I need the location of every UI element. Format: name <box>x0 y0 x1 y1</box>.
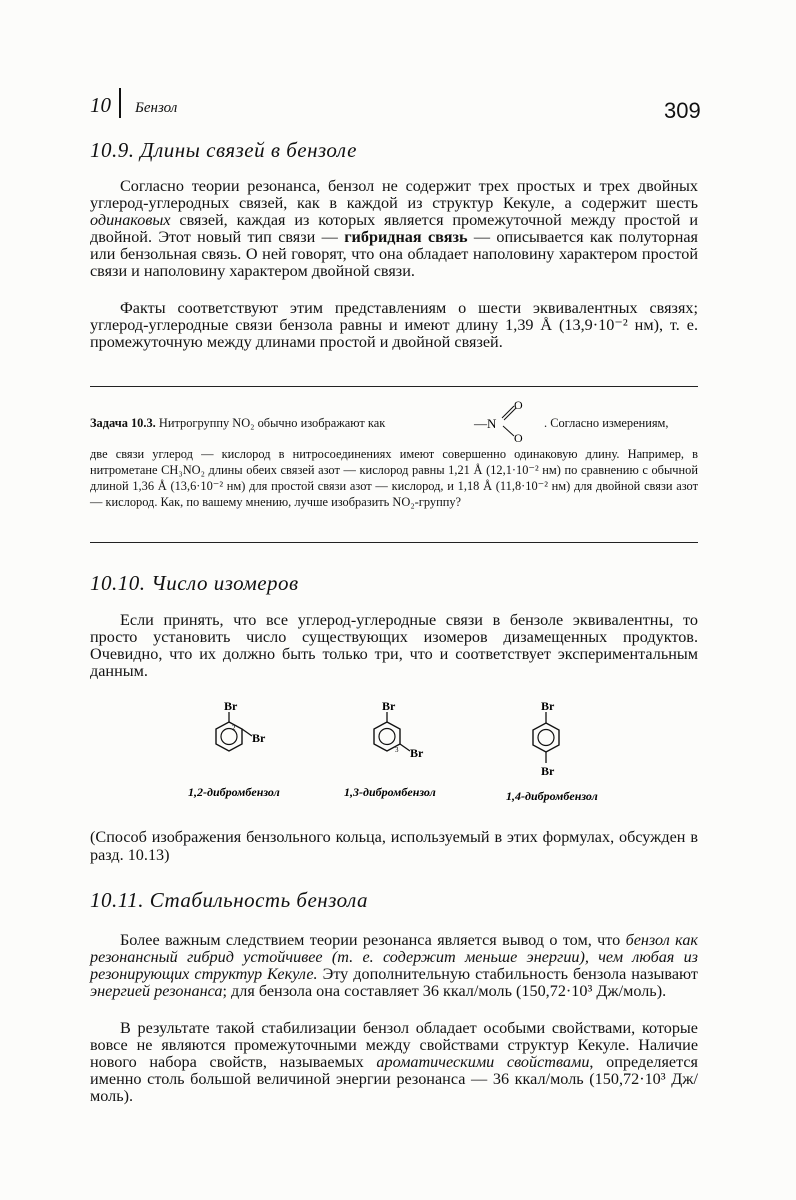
nitro-group-formula <box>472 398 532 442</box>
task-top-rule <box>90 386 698 387</box>
emphasis-text: энергией резонанса <box>90 982 223 1000</box>
paragraph-10-10-1: Если принять, что все углерод-углеродные связи в бензоле эквивалентны, то просто установить число существующих изомеров дизамещенных продуктов. Очевидно, что их должно быть только три, что и соответствует экспериментальным данным. <box>90 611 698 680</box>
page-number: 309 <box>664 98 701 123</box>
para-dibromobenzene <box>533 699 559 778</box>
br-label: Br <box>410 746 424 760</box>
paragraph-10-11-2 <box>90 1020 698 1105</box>
meta-caption: 1,3-дибромбензол <box>344 785 436 799</box>
text-run: ; для бензола она составляет 36 ккал/моль (150,72·10³ Дж/моль). <box>222 982 667 1000</box>
text-run: Согласно теории резонанса, бензол не содержит трех простых и трех двойных углерод-углеродных связей, как в каждой из структур Кекуле, а содержит шесть <box>90 177 698 212</box>
task-text: две связи углерод — кислород в нитросоединениях имеют совершенно одинаковую длину. Например, в нитрометане CH₃NO₂ длины обеих связей азот — кислород равны 1,21 Å (12,1·10⁻² нм) по сравнению с обычной длиной 1,36 Å (13,6·10⁻² нм) для простой связи азот — кислород, и 1,18 Å (11,8·10⁻² нм) для двойной связи азот — кислород. Как, по вашему мнению, лучше изобразить NO₂-группу? <box>90 447 698 509</box>
nitro-n-label: —N <box>474 416 497 431</box>
meta-dibromobenzene <box>374 699 424 760</box>
br-label: Br <box>541 764 555 778</box>
bold-term: гибридная связь <box>344 228 468 246</box>
text-run: Эту дополнительную стабильность бензола называют <box>317 965 698 983</box>
section-title-10-9: 10.9. Длины связей в бензоле <box>90 138 357 162</box>
text-run: , определяется именно столь большой величиной энергии резонанса — 36 ккал/моль (150,72·10³ Дж/моль). <box>90 1053 698 1105</box>
para-caption: 1,4-дибромбензол <box>506 789 598 803</box>
task-bottom-rule <box>90 542 698 543</box>
br-label: Br <box>252 731 266 745</box>
position-number: 3 <box>395 746 399 754</box>
ortho-caption: 1,2-дибромбензол <box>188 785 280 799</box>
chapter-number: 10 <box>90 92 111 117</box>
paragraph-10-9-2: Факты соответствуют этим представлениям о шести эквивалентных связях; углерод-углеродные связи бензола равны и имеют длину 1,39 Å (13,9·10⁻² нм), т. е. промежуточную между длинами простой и двойной связей. <box>90 299 698 351</box>
task-intro: Нитрогруппу NO₂ обычно изображают как <box>158 416 386 430</box>
chapter-name: Бензол <box>135 99 178 116</box>
br-label: Br <box>224 699 238 713</box>
position-number: 2 <box>232 724 236 732</box>
task-intro-tail: . Согласно измерениям, <box>544 416 669 430</box>
text-run: В результате такой стабилизации бензол обладает особыми свойствами, которые вовсе не являются промежуточными между свойствами структур Кекуле. Наличие нового набора свойств, называемых <box>90 1019 698 1071</box>
paragraph-10-9-1 <box>90 178 698 280</box>
section-title-10-10: 10.10. Число изомеров <box>90 571 299 595</box>
text-run: — описывается как полуторная или бензольная связь. О ней говорят, что она обладает наполовину характером простой связи и наполовину характером двойной связи. <box>90 228 698 280</box>
text-run: Более важным следствием теории резонанса является вывод о том, что <box>120 931 626 949</box>
oxygen-label-top: O <box>514 398 523 412</box>
emphasis-text: ароматическими свойствами <box>376 1053 590 1071</box>
task-intro-line <box>90 398 698 442</box>
structure-note: (Способ изображения бензольного кольца, используемый в этих формулах, обсужден в разд. 10.13) <box>90 828 698 864</box>
oxygen-label-bottom: O <box>514 431 523 442</box>
emphasis-text: одинаковых <box>90 211 171 229</box>
task-label: Задача 10.3. <box>90 416 156 430</box>
section-title-10-11: 10.11. Стабильность бензола <box>90 888 369 912</box>
paragraph-10-11-1 <box>90 932 698 1000</box>
text-run: связей, каждая из которых является промежуточной между простой и двойной. Этот новый тип связи — <box>90 211 698 246</box>
ortho-dibromobenzene <box>216 699 266 751</box>
running-head <box>90 92 177 122</box>
br-label: Br <box>541 699 555 713</box>
dibromobenzene-structures <box>180 696 640 816</box>
head-divider <box>119 88 121 118</box>
emphasis-text: бензол как резонансный гибрид устойчивее (т. е. содержит меньше энергии), чем любая из резонирующих структур Кекуле. <box>90 931 698 983</box>
br-label: Br <box>382 699 396 713</box>
